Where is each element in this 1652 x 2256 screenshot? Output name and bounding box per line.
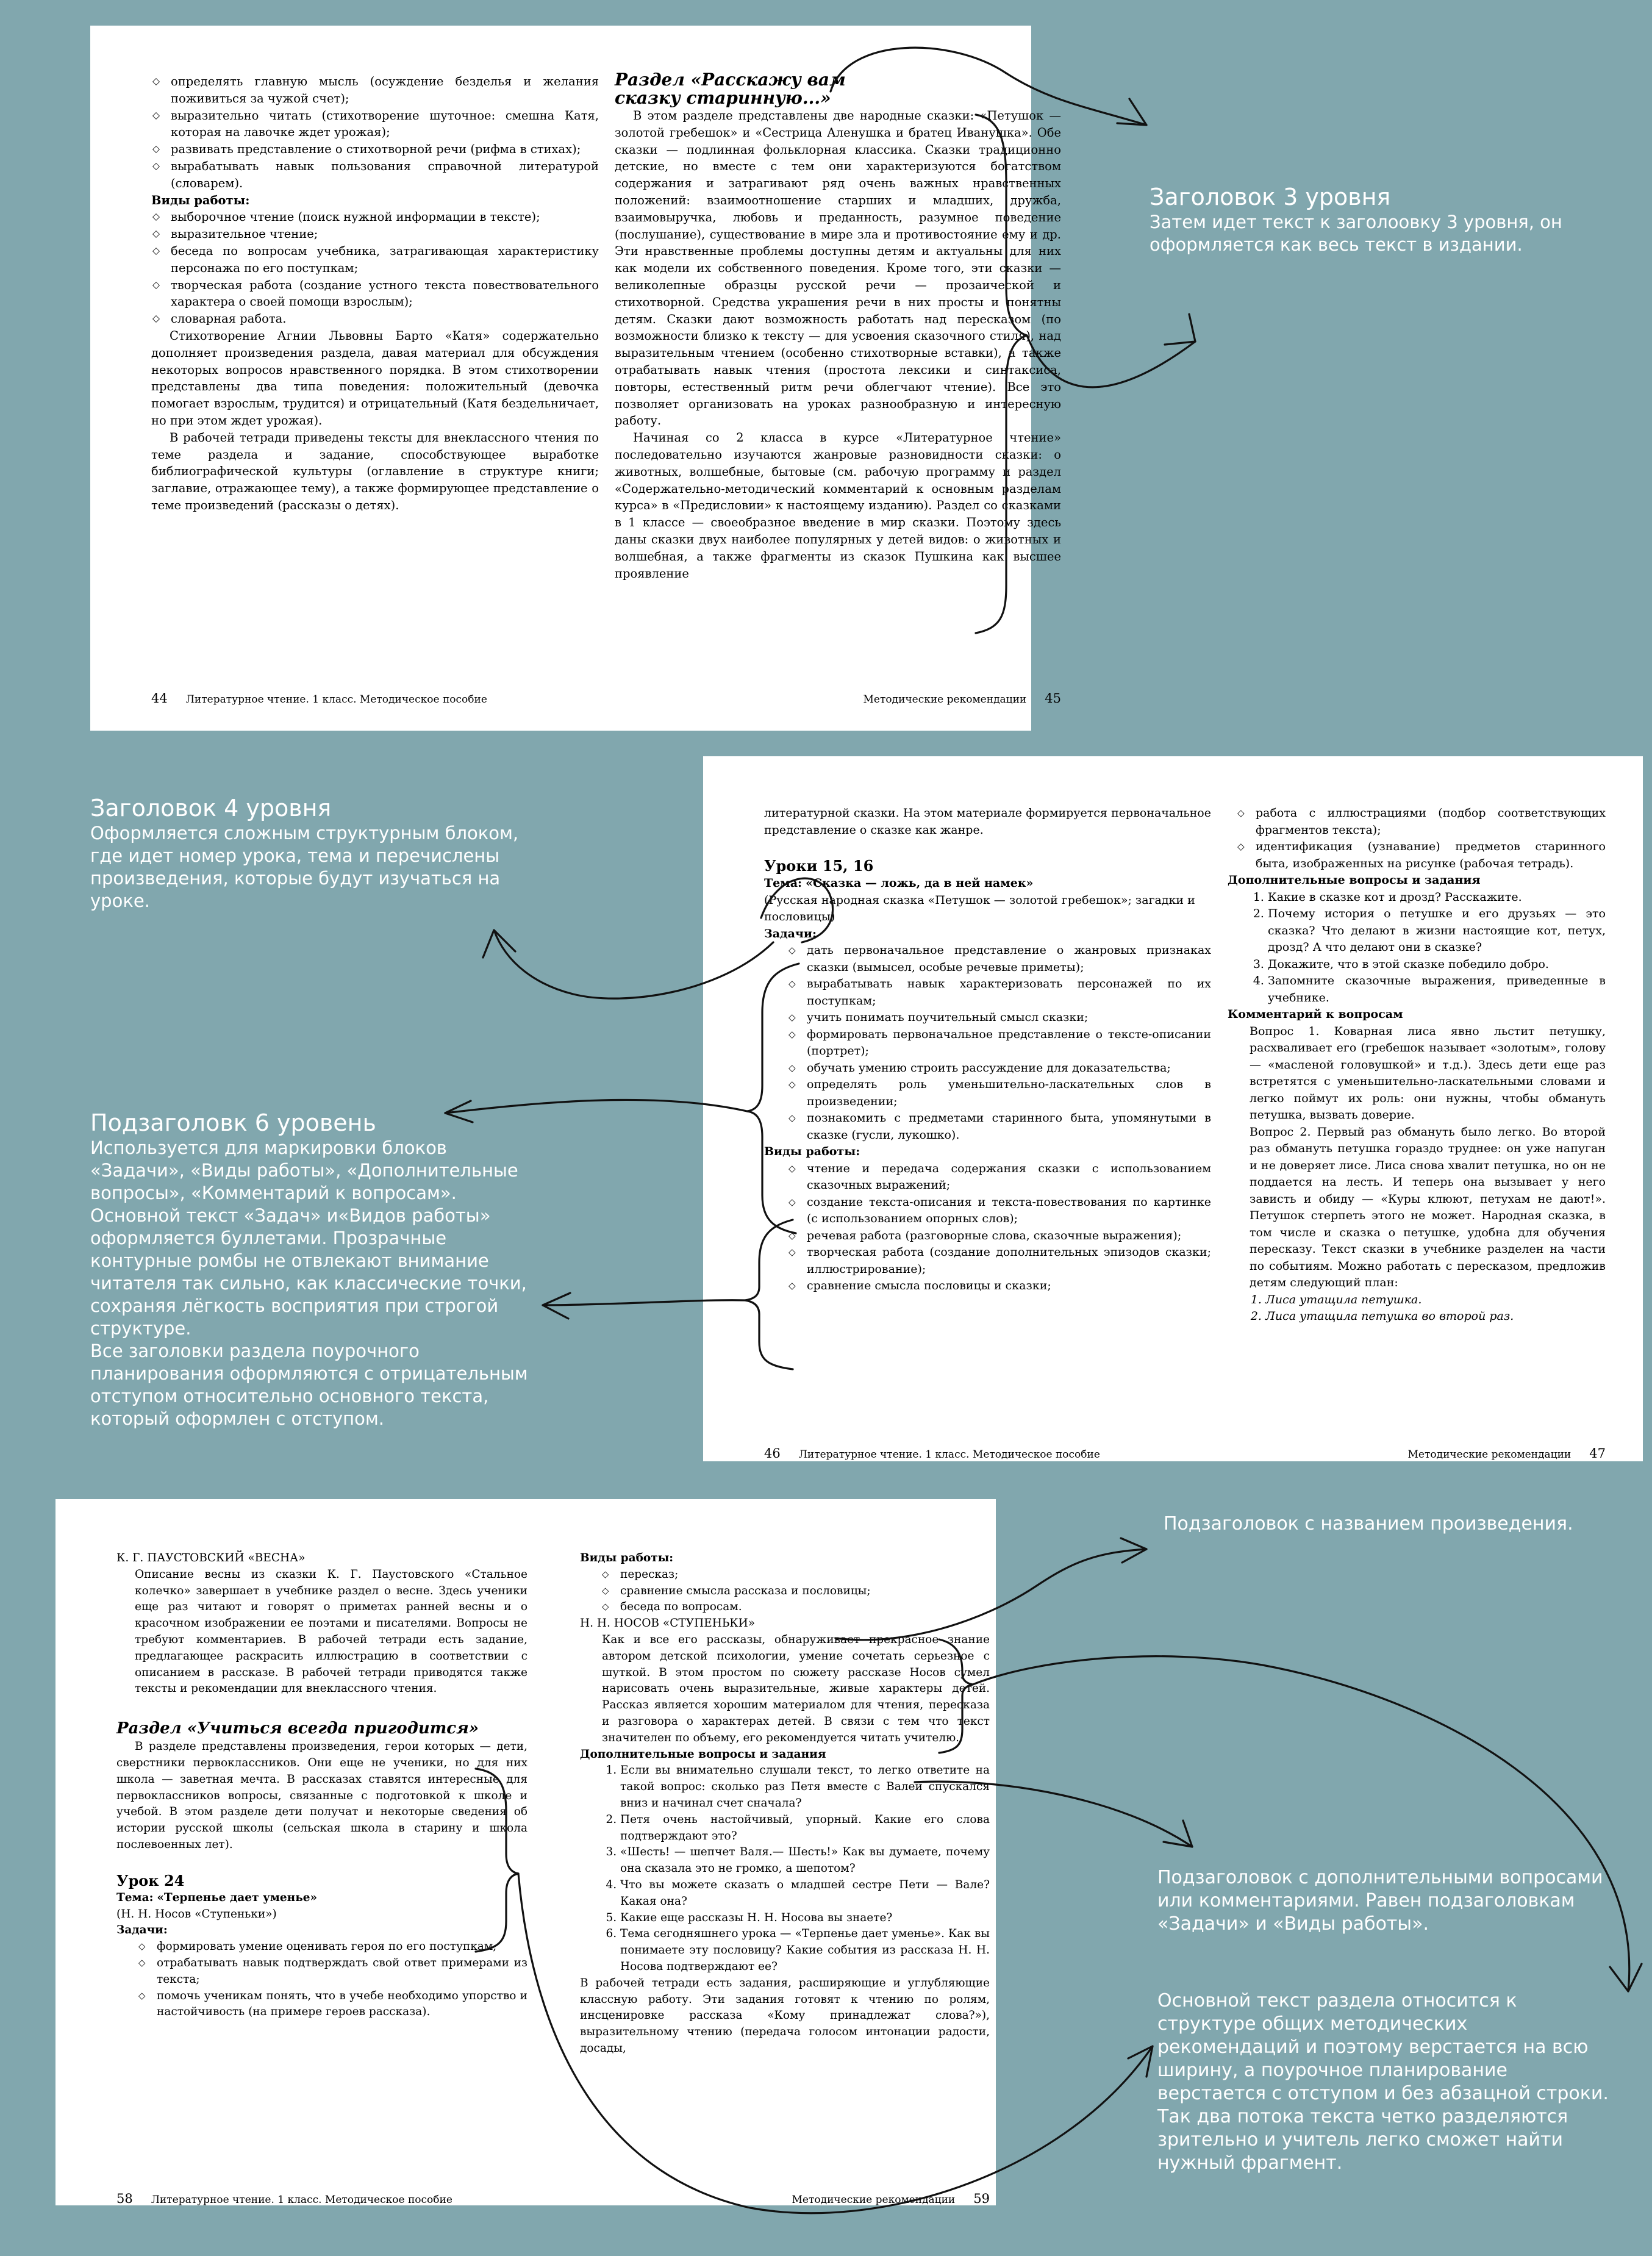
list-item: 2. Петя очень настойчивый, упорный. Какие его слова подтверждают это? bbox=[620, 1812, 990, 1845]
running-head: Литературное чтение. 1 класс. Методическое пособие bbox=[798, 1448, 1100, 1461]
annotation-title: Подзаголовк 6 уровень bbox=[90, 1109, 376, 1136]
page-number: 47 bbox=[1589, 1446, 1606, 1461]
paragraph: Начиная со 2 класса в курсе «Литературное чтение» последовательно изучаются жанровые разновидности сказки: о животных, волшебные, бытовые (см. рабочую программу и раздел «Содержательно-методический комментарий к основным разделам курса» в «Предисловии» к настоящему изданию). Раздел со сказками в 1 классе — своеобразное введение в мир сказки. Поэтому здесь даны сказки двух наиболее популярных у детей видов: о животных и волшебная, а также фрагменты из сказок Пушкина как высшее проявление bbox=[615, 431, 1061, 581]
arrow-work-text-to-body bbox=[973, 1656, 1629, 1991]
list-item: ◇ создание текста-описания и текста-повествования по картинке (с использованием опорных слов); bbox=[807, 1194, 1211, 1228]
list-item: ◇ вырабатывать навык пользования справочной литературой (словарем). bbox=[171, 158, 599, 192]
brace-zadachi bbox=[747, 964, 799, 1233]
running-head: Методические рекомендации bbox=[1407, 1448, 1572, 1461]
list-item: ◇ учить понимать поучительный смысл сказки; bbox=[807, 1009, 1211, 1026]
list-item: ◇ познакомить с предметами старинного быта, упомянутыми в сказке (гусли, лукошко). bbox=[807, 1110, 1211, 1144]
arrow-work-title bbox=[835, 1549, 1146, 1640]
list-item: ◇ дать первоначальное представление о жанровых признаках сказки (вымысел, особые речевые приметы); bbox=[807, 942, 1211, 976]
paragraph: Вопрос 1. Коварная лиса явно льстит петушку, расхваливает его (гребешок называет «золотым», голову — «масленой головушкой» и т.д.). Здесь дети еще раз встретятся с уменьшительно-ласкательными словами и легко поймут их роль: они нужны, чтобы обмануть петушка, вызвать доверие. bbox=[1250, 1024, 1606, 1122]
list-item: ◇ чтение и передача содержания сказки с использованием сказочных выражений; bbox=[807, 1161, 1211, 1194]
list-item: ◇ беседа по вопросам учебника, затрагивающая характеристику персонажа по его поступкам; bbox=[171, 243, 599, 277]
running-head: Литературное чтение. 1 класс. Методическое пособие bbox=[185, 693, 487, 706]
running-head: Литературное чтение. 1 класс. Методическое пособие bbox=[151, 2194, 452, 2206]
list-item: ◇ сравнение смысла рассказа и пословицы; bbox=[620, 1583, 990, 1600]
paragraph: В рабочей тетради есть задания, расширяющие и углубляющие классную работу. Эти задания готовят к чтению по ролям, инсценировке рассказа «Кому принадлежат слова?»), выразительному чтению (передача голосом интонации радости, досады, bbox=[580, 1976, 990, 2055]
list-item: ◇ творческая работа (создание дополнительных эпизодов сказки; иллюстрирование); bbox=[807, 1244, 1211, 1278]
annotation-text: Затем идет текст к заголоовку 3 уровня, он оформляется как весь текст в издании. bbox=[1150, 212, 1562, 255]
list-item: ◇ формировать первоначальное представление о тексте-описании (портрет); bbox=[807, 1026, 1211, 1060]
paragraph: В этом разделе представлены две народные сказки: «Петушок — золотой гребешок» и «Сестрица Аленушка и братец Иванушка». Обе сказки — подлинная фольклорная классика. Сказки традиционно детские, но вместе с тем они характеризуются богатством содержания и затрагивают ряд очень важных нравственных положений: взаимоотношение старших и младших, дружба, взаимовыручка, любовь и преданность, разумное поведение (послушание), существование в мире зла и противостояние ему и др. Эти нравственные проблемы доступны детям и актуальны для них как модели их собственного поведения. Кроме того, эти сказки — великолепные образцы русской речи — прозаической и стихотворной. Средства украшения речи в них просты и понятны детям. Сказки дают возможность работать над пересказом (по возможности близко к тексту — для усвоения сказочного стиля), над выразительным чтением (особенно стихотворные вставки), а также отрабатывать навык чтения (простота лексики и синтаксиса, повторы, естественный ритм речи облегчают чтение). Все это позволяет организовать на уроках разнообразную и интересную работу. bbox=[615, 109, 1061, 428]
list-item: ◇ формировать умение оценивать героя по его поступкам; bbox=[157, 1939, 527, 1955]
work-title: Н. Н. НОСОВ «СТУПЕНЬКИ» bbox=[580, 1617, 756, 1630]
lesson-source: (Н. Н. Носов «Ступеньки») bbox=[116, 1907, 277, 1921]
list-item: ◇ беседа по вопросам. bbox=[620, 1599, 990, 1616]
tema-label: Тема: bbox=[116, 1891, 154, 1904]
tema-value: «Сказка — ложь, да в ней намек» bbox=[806, 876, 1034, 890]
list-item: ◇ творческая работа (создание устного текста повествовательного характера о своей помощи взрослым); bbox=[171, 277, 599, 311]
paragraph: В разделе представлены произведения, герои которых — дети, сверстники первоклассников. Они еще не ученики, но для них школа — заветная мечта. В рассказах ставятся интересные для первоклассников вопросы, связанные с подготовкой к школе и учебой. В этом разделе дети получат и некоторые сведения об истории русской школы (сельская школа в старину и школа послевоенных лет). bbox=[116, 1740, 527, 1851]
list-item: ◇ определять главную мысль (осуждение безделья и желания поживиться за чужой счет); bbox=[171, 73, 599, 107]
annotation-title: Заголовок 4 уровня bbox=[90, 795, 332, 822]
list-item: 4. Запомните сказочные выражения, приведенные в учебнике. bbox=[1268, 973, 1606, 1006]
vidy-raboty-heading: Виды работы: bbox=[764, 1145, 860, 1158]
arrow-section-title-to-h3 bbox=[831, 48, 1146, 125]
annotation-text: Основной текст раздела относится к структуре общих методических рекомендаций и поэтому верстается на всю ширину, а поурочное планирование верстается с отступом и без абзацной строки. Так два потока текста четко разделяются зрительно и учитель легко сможет найти нужный фрагмент. bbox=[1157, 1990, 1609, 2174]
list-item: ◇ отрабатывать навык подтверждать свой ответ примерами из текста; bbox=[157, 1955, 527, 1988]
list-item: ◇ выборочное чтение (поиск нужной информации в тексте); bbox=[171, 209, 599, 226]
paragraph: Вопрос 2. Первый раз обмануть было легко. Во второй раз обмануть петушка гораздо труднее: он уже напуган и не доверяет лисе. Лиса снова хвалит петушка, но он не поддается на лесть. И теперь она вызывает у него зависть и обиду — «Куры клюют, петухам не дают!». Петушок стерпеть этого не может. Народная сказка, в том числе и сказка о петушке, удобна для обучения пересказу. Текст сказки в учебнике разделен на части по событиям. Можно работать с пересказом, предложив детям следующий план: bbox=[1250, 1125, 1606, 1289]
work-title: К. Г. ПАУСТОВСКИЙ «ВЕСНА» bbox=[116, 1552, 306, 1564]
running-head: Методические рекомендации bbox=[863, 693, 1027, 706]
list-item: 2. Почему история о петушке и его друзьях — это сказка? Что делают в жизни настоящие кот, петух, дрозд? А что делают они в сказке? bbox=[1268, 906, 1606, 956]
page-number: 58 bbox=[116, 2191, 133, 2206]
list-item: ◇ помочь ученикам понять, что в учебе необходимо упорство и настойчивость (на примере героев рассказа). bbox=[157, 1988, 527, 2021]
page-number: 59 bbox=[973, 2191, 990, 2206]
list-item: 2. Лиса утащила петушка во второй раз. bbox=[1265, 1308, 1606, 1325]
paragraph: В рабочей тетради приведены тексты для внеклассного чтения по теме раздела и задание, способствующее выработке библиографической культуры (оглавление в структуре книги; заглавие, отражающее тему), а также формирующее представление о теме произведений (рассказы о детях). bbox=[151, 430, 599, 512]
arrow-dop-voprosy bbox=[915, 1782, 1192, 1847]
list-item: ◇ словарная работа. bbox=[171, 310, 599, 328]
list-item: 6. Тема сегодняшнего урока — «Терпенье дает уменье». Как вы понимаете эту пословицу? Какие события из рассказа Н. Н. Носова подтверждают ее? bbox=[620, 1926, 990, 1975]
page-number: 46 bbox=[764, 1446, 781, 1461]
list-item: 5. Какие еще рассказы Н. Н. Носова вы знаете? bbox=[620, 1910, 990, 1927]
list-item: ◇ определять роль уменьшительно-ласкательных слов в произведении; bbox=[807, 1076, 1211, 1110]
komm-heading: Комментарий к вопросам bbox=[1228, 1008, 1403, 1021]
annotation-text: Оформляется сложным структурным блоком, где идет номер урока, тема и перечислены произведения, которые будут изучаться на уроке. bbox=[90, 823, 519, 911]
list-item: ◇ выразительное чтение; bbox=[171, 226, 599, 243]
brace-lesson-block bbox=[761, 878, 833, 942]
list-item: ◇ сравнение смысла пословицы и сказки; bbox=[807, 1278, 1211, 1295]
list-item: ◇ обучать умению строить рассуждение для доказательства; bbox=[807, 1060, 1211, 1077]
arrow-body-text bbox=[518, 1874, 1153, 2213]
brace-section-text bbox=[976, 115, 1027, 633]
list-item: ◇ пересказ; bbox=[620, 1567, 990, 1583]
lesson-source: (Русская народная сказка «Петушок — золотой гребешок»; загадки и пословицы) bbox=[764, 893, 1195, 923]
zadachi-heading: Задачи: bbox=[764, 926, 817, 940]
annotation-text: Подзаголовок с дополнительными вопросами или комментариями. Равен подзаголовкам «Задачи» и «Виды работы». bbox=[1157, 1867, 1603, 1935]
list-item: ◇ вырабатывать навык характеризовать персонажей по их поступкам; bbox=[807, 976, 1211, 1009]
paragraph: Как и все его рассказы, обнаруживает прекрасное знание автором детской психологии, умение сочетать серьезное с шуткой. В этом простом по сюжету рассказе Носов сумел нарисовать очень выразительные, живые характеры детей. Рассказ является хорошим материалом для чтения, пересказа и разговора о характерах детей. В связи с тем что текст значителен по объему, его рекомендуется читать учителю. bbox=[602, 1633, 990, 1744]
list-item: ◇ идентификация (узнавание) предметов старинного быта, изображенных на рисунке (рабочая тетрадь). bbox=[1256, 839, 1606, 872]
vidy-raboty-heading: Виды работы: bbox=[580, 1552, 674, 1564]
page-number: 45 bbox=[1045, 691, 1061, 706]
list-item: 1. Какие в сказке кот и дрозд? Расскажите. bbox=[1268, 889, 1606, 906]
arrowhead bbox=[483, 930, 515, 958]
brace-section-3-text bbox=[476, 1769, 518, 1952]
list-item: 3. «Шесть! — шепчет Валя.— Шесть!» Как вы думаете, почему она сказала это не громко, а шепотом? bbox=[620, 1844, 990, 1877]
annotation-text: Используется для маркировки блоков «Задачи», «Виды работы», «Дополнительные вопросы», «Комментарий к вопросам». Основной текст «Задач» и«Видов работы» оформляется буллетами. Прозрачные контурные ромбы не отвлекают внимание читателя так сильно, как классические точки, сохраняя лёгкость восприятия при строгой структуре. Все заголовки раздела поурочного планирования оформляются с отрицательным отступом относительно основного текста, который оформлен с отступом. bbox=[90, 1137, 528, 1429]
annotation-title: Заголовок 3 уровня bbox=[1150, 184, 1391, 210]
dop-voprosy-heading: Дополнительные вопросы и задания bbox=[1228, 873, 1481, 887]
section-title: Раздел «Учиться всегда пригодится» bbox=[116, 1719, 479, 1738]
running-head: Методические рекомендации bbox=[792, 2194, 956, 2206]
list-item: 1. Лиса утащила петушка. bbox=[1265, 1292, 1606, 1309]
paragraph: литературной сказки. На этом материале формируется первоначальное представление о сказке как жанре. bbox=[764, 806, 1211, 837]
lesson-heading: Урок 24 bbox=[116, 1871, 185, 1889]
arrow-zadachi-to-h6 bbox=[445, 1100, 747, 1113]
annotation-text: Подзаголовок с названием произведения. bbox=[1164, 1513, 1573, 1534]
list-item: 4. Что вы можете сказать о младшей сестре Пети — Вале? Какая она? bbox=[620, 1877, 990, 1910]
arrowhead bbox=[1165, 314, 1195, 345]
zadachi-heading: Задачи: bbox=[116, 1924, 168, 1937]
paragraph: Описание весны из сказки К. Г. Паустовского «Стальное колечко» завершает в учебнике раздел о весне. Здесь ученики еще раз читают и говорят о приметах ранней весны и о красочном изображении ее поэтами и писателями. Вопросы не требуют комментариев. В рабочей тетради есть задание, предлагающее раскрасить иллюстрацию в соответствии с описанием в рассказе. В рабочей тетради приводятся также тексты и рекомендации для внеклассного чтения. bbox=[135, 1567, 527, 1696]
list-item: 3. Докажите, что в этой сказке победило добро. bbox=[1268, 956, 1606, 973]
vidy-raboty-heading: Виды работы: bbox=[151, 193, 250, 207]
arrowhead bbox=[1610, 1964, 1642, 1991]
arrow-vidy-to-h6 bbox=[543, 1300, 745, 1305]
list-item: 1. Если вы внимательно слушали текст, то легко ответите на такой вопрос: сколько раз Петя вместе с Валей спускался вниз и начинал счет сначала? bbox=[620, 1763, 990, 1811]
list-item: ◇ развивать представление о стихотворной речи (рифма в стихах); bbox=[171, 141, 599, 158]
list-item: ◇ работа с иллюстрациями (подбор соответствующих фрагментов текста); bbox=[1256, 805, 1606, 839]
section-title: Раздел «Расскажу вам сказку старинную...» bbox=[615, 70, 846, 108]
dop-voprosy-heading: Дополнительные вопросы и задания bbox=[580, 1747, 826, 1761]
lesson-heading: Уроки 15, 16 bbox=[764, 857, 874, 875]
tema-label: Тема: bbox=[764, 876, 803, 890]
page-number: 44 bbox=[151, 691, 168, 706]
brace-work-text bbox=[939, 1639, 973, 1753]
list-item: ◇ выразительно читать (стихотворение шуточное: смешна Катя, которая на лавочке ждет урожая); bbox=[171, 107, 599, 141]
list-item: ◇ речевая работа (разговорные слова, сказочные выражения); bbox=[807, 1228, 1211, 1245]
arrow-lesson-to-h4 bbox=[494, 930, 773, 998]
brace-vidy bbox=[745, 1220, 793, 1369]
tema-value: «Терпенье дает уменье» bbox=[157, 1891, 318, 1904]
paragraph: Стихотворение Агнии Львовны Барто «Катя» содержательно дополняет произведения раздела, давая материал для обсуждения некоторых вопросов нравственного порядка. В этом стихотворении представлены два типа поведения: положительный (девочка помогает взрослым, трудится) и отрицательный (Катя бездельничает, но при этом ждет урожая). bbox=[151, 328, 599, 428]
